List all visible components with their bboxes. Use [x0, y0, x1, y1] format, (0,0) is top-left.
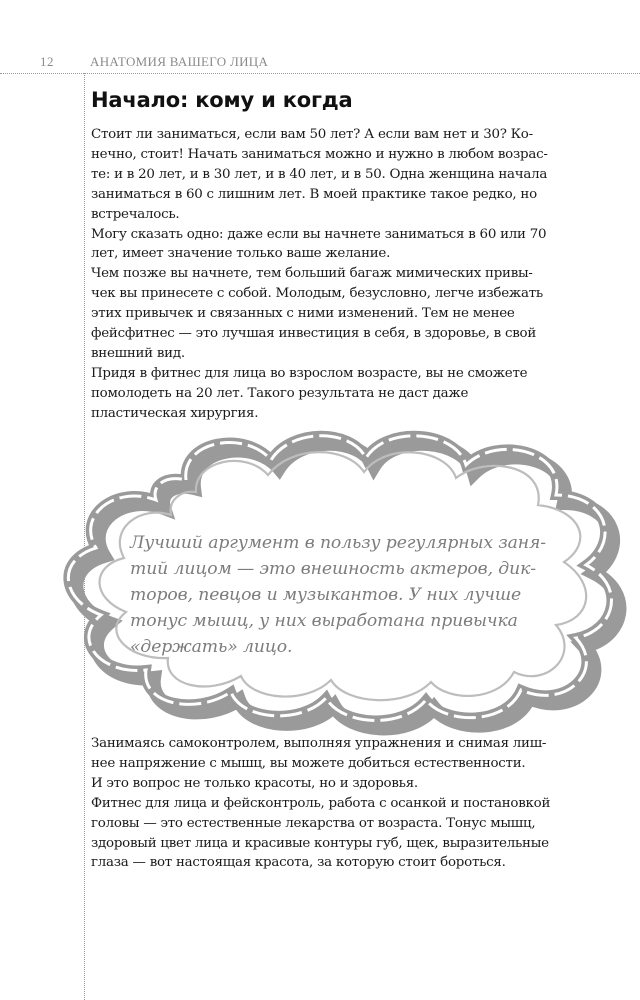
body-paragraphs-bottom: Занимаясь самоконтролем, выполняя упражнения и снимая лиш- нее напряжение с мышц, вы можете добиться естественности. И это вопрос не только красоты, но и здоровья. Фитнес для лица и фейсконтроль, работа с осанкой и постановкой головы — это естественные лекарства от возраста. Тонус мышц, здоровый цвет лица и красивые контуры губ, щек, выразительные глаза — вот настоящая красота, за которую стоит бороться.	[91, 736, 551, 871]
body-paragraphs-top: Стоит ли заниматься, если вам 50 лет? А если вам нет и 30? Ко- нечно, стоит! Начать заниматься можно и нужно в любом возрас- те: и в 20 лет, и в 30 лет, и в 40 лет, и в 50. Одна женщина начала заниматься в 60 с лишним лет. В моей практике такое редко, но встречалось. Могу сказать одно: даже если вы начнете заниматься в 60 или 70 лет, имеет значение только ваше желание. Чем позже вы начнете, тем больший багаж мимических привы- чек вы принесете с собой. Молодым, безусловно, легче избежать этих привычек и связанных с ними изменений. Тем не менее фейсфитнес — это лучшая инвестиция в себя, в здоровье, в свой внешний вид. Придя в фитнес для лица во взрослом возрасте, вы не сможете помолодеть на 20 лет. Такого результата не даст даже пластическая хирургия.	[91, 127, 548, 421]
page-number: 12	[40, 54, 54, 69]
running-title: АНАТОМИЯ ВАШЕГО ЛИЦА	[90, 54, 269, 69]
header-rule	[0, 73, 640, 74]
section-title: Начало: кому и когда	[91, 88, 353, 112]
pull-quote: Лучший аргумент в пользу регулярных заня- тий лицом — это внешность актеров, дик- торов, певцов и музыкантов. У них лучше тонус мышц, у них выработана привычка «держать» лицо.	[130, 533, 546, 657]
